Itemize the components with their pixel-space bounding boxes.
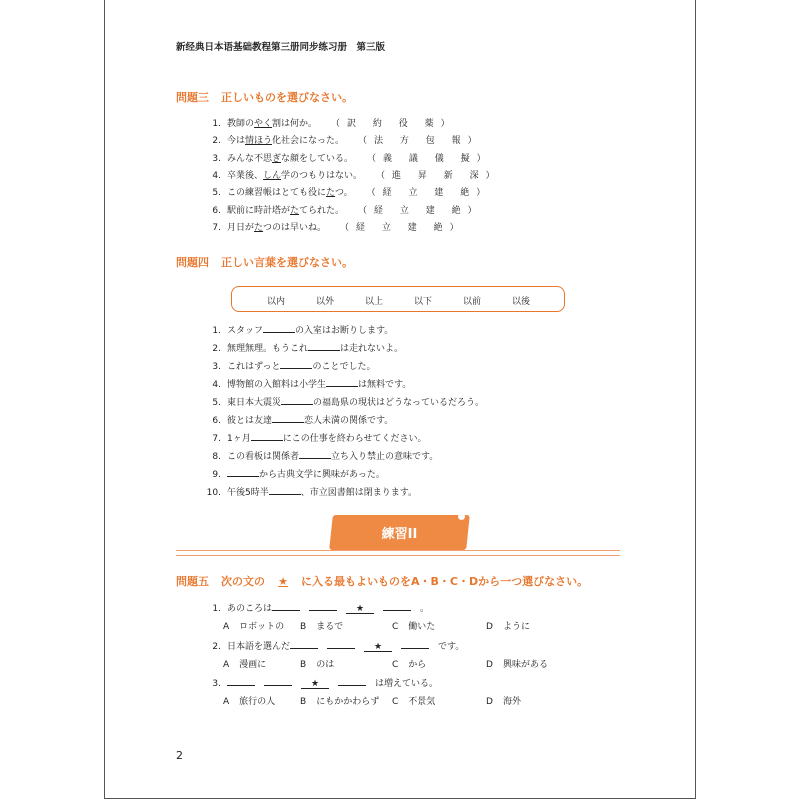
- section5-title: 問題五: [176, 575, 209, 588]
- item-number: 3.: [212, 153, 221, 164]
- answer-blank: [227, 467, 259, 477]
- item-text-post: 化社会になった。: [272, 136, 345, 147]
- section4-item: [201, 395, 484, 408]
- answer-blank: [251, 431, 283, 441]
- item-text-post: てられた。: [299, 205, 345, 216]
- section5-item: [201, 601, 429, 614]
- section4-item: [201, 485, 417, 498]
- item-number: 4.: [212, 170, 221, 181]
- word-bank-item: 以外: [316, 297, 335, 307]
- option-text: 海外: [502, 697, 521, 707]
- item-text-post: 。: [420, 604, 430, 614]
- answer-blank: [326, 377, 358, 387]
- answer-option: [486, 657, 548, 670]
- answer-option: [300, 657, 334, 670]
- answer-blank: [227, 676, 255, 686]
- answer-blank: [401, 639, 429, 649]
- item-text-pre: あのころは: [227, 604, 273, 614]
- section5-heading: [176, 573, 588, 589]
- item-number: 7.: [212, 222, 221, 233]
- answer-blank: [290, 639, 318, 649]
- item-text-pre: この練習帳はとても役に: [227, 188, 327, 199]
- item-choices: （義 議 儀 擬）: [367, 153, 493, 164]
- item-text-post: な顔をしている。: [281, 153, 354, 164]
- item-text-pre: この看板は関係者: [227, 452, 300, 462]
- item-text-pre: 卒業後、: [227, 170, 264, 181]
- option-text: 旅行の人: [239, 697, 276, 707]
- practice-banner-label: 練習II: [381, 527, 418, 542]
- item-number: 6.: [212, 205, 221, 216]
- item-text-pre: 彼とは友達: [227, 416, 273, 426]
- item-text-post: つ。: [335, 188, 353, 199]
- section3-item: [201, 151, 493, 164]
- item-number: 5.: [212, 398, 221, 408]
- star-icon: ★: [373, 641, 383, 652]
- answer-option: [223, 619, 284, 632]
- item-choices: （経 立 建 絶）: [340, 222, 466, 233]
- section3-item: [201, 203, 484, 216]
- answer-blank: [269, 485, 301, 495]
- item-choices: （法 方 包 報）: [358, 136, 484, 147]
- item-underlined: ぎ: [272, 153, 282, 164]
- item-text-pre: 日本語を選んだ: [227, 641, 291, 652]
- answer-blank: [308, 341, 340, 351]
- option-key: A: [223, 622, 230, 632]
- section5-instruction-post: に入る最もよいものをA・B・C・Dから一つ選びなさい。: [301, 575, 589, 588]
- item-number: 5.: [212, 188, 221, 199]
- item-choices: （訳 約 役 薬）: [331, 119, 457, 129]
- word-bank-item: 以内: [267, 297, 286, 307]
- answer-option: [392, 694, 435, 707]
- section4-item: [201, 431, 426, 444]
- item-text-post: は無料です。: [358, 380, 412, 390]
- item-text-pre: 教師の: [227, 119, 255, 129]
- item-text-post: の福島県の現状はどうなっているだろう。: [313, 398, 485, 408]
- item-number: 3.: [212, 679, 221, 689]
- option-key: D: [486, 622, 493, 632]
- answer-blank: [280, 359, 312, 369]
- item-number: 3.: [212, 362, 221, 372]
- item-text-post: から古典文学に興味があった。: [259, 470, 385, 480]
- option-key: B: [300, 659, 307, 670]
- item-text-post: つのは早いね。: [263, 222, 327, 233]
- answer-option: [300, 694, 379, 707]
- section3-item: [201, 133, 484, 146]
- item-text-pre: 月日が: [227, 222, 255, 233]
- item-number: 2.: [212, 344, 221, 354]
- item-underlined: しん: [263, 170, 282, 181]
- section3-item: [201, 116, 457, 129]
- item-text-post: 割は何か。: [272, 119, 318, 129]
- item-text-pre: 午後5時半: [227, 488, 269, 498]
- item-text-pre: みんな不思: [227, 153, 273, 164]
- answer-option: [486, 619, 530, 632]
- section5-item: [201, 676, 438, 689]
- option-text: 働いた: [408, 622, 436, 632]
- item-underlined: た: [254, 222, 264, 233]
- option-text: まるで: [316, 622, 344, 632]
- answer-blank: [272, 413, 304, 423]
- option-key: B: [300, 697, 307, 707]
- answer-option: [392, 657, 426, 670]
- option-text: から: [408, 659, 427, 670]
- item-choices: （経 立 建 絶）: [358, 205, 484, 216]
- item-number: 4.: [212, 380, 221, 390]
- word-bank-item: 以下: [414, 297, 433, 307]
- option-text: 漫画に: [239, 659, 267, 670]
- word-bank-item: 以上: [365, 297, 384, 307]
- section4-item: [201, 359, 375, 372]
- section4-item: [201, 323, 393, 336]
- section3-item: [201, 168, 502, 181]
- item-number: 2.: [212, 641, 221, 652]
- book-title-header: 新经典日本语基础教程第三册同步练习册 第三版: [176, 42, 386, 53]
- item-text-post: 立ち入り禁止の意味です。: [331, 452, 439, 462]
- word-bank-item: 以前: [463, 297, 482, 307]
- answer-blank: [364, 642, 392, 652]
- item-number: 10.: [206, 488, 221, 498]
- star-icon: ★: [355, 604, 365, 614]
- option-text: のは: [316, 659, 335, 670]
- banner-line-bottom: [176, 555, 620, 556]
- option-text: 興味がある: [502, 659, 548, 670]
- answer-option: [223, 657, 266, 670]
- item-number: 6.: [212, 416, 221, 426]
- item-underlined: た: [290, 205, 300, 216]
- answer-blank: [272, 601, 300, 611]
- item-number: 1.: [212, 119, 221, 129]
- item-text-pre: 1ヶ月: [227, 434, 251, 444]
- answer-option: [486, 694, 521, 707]
- banner-line-top: [176, 550, 620, 551]
- banner-tag-hole: [458, 513, 465, 520]
- answer-blank: [346, 604, 374, 614]
- item-underlined: やく: [254, 119, 273, 129]
- item-underlined: た: [326, 188, 336, 199]
- item-text-pre: 東日本大震災: [227, 398, 282, 408]
- section4-heading: [176, 254, 353, 270]
- answer-option: [223, 694, 275, 707]
- section4-item: [201, 467, 385, 480]
- item-text-post: です。: [438, 641, 465, 652]
- item-number: 7.: [212, 434, 221, 444]
- option-key: B: [300, 622, 307, 632]
- option-key: C: [392, 659, 399, 670]
- option-text: ように: [502, 622, 530, 632]
- item-text-pre: 博物館の入館料は小学生: [227, 380, 327, 390]
- option-key: D: [486, 697, 493, 707]
- answer-option: [300, 619, 343, 632]
- item-text-post: のことでした。: [312, 362, 376, 372]
- section4-item: [201, 341, 403, 354]
- item-number: 2.: [212, 136, 221, 147]
- section5-item: [201, 639, 464, 652]
- item-text-post: の入室はお断りします。: [295, 326, 394, 336]
- page-number: 2: [176, 749, 183, 762]
- item-text-post: 学のつもりはない。: [281, 170, 363, 181]
- item-text-post: 恋人未満の関係です。: [304, 416, 394, 426]
- item-text-pre: スタッフ: [227, 326, 264, 336]
- section3-title: 問題三: [176, 91, 209, 104]
- item-text-post: 、市立図書館は閉まります。: [300, 488, 418, 498]
- option-key: A: [223, 659, 230, 670]
- option-key: C: [392, 697, 399, 707]
- option-key: D: [486, 659, 493, 670]
- answer-blank: [327, 639, 355, 649]
- item-choices: （経 立 建 絶）: [366, 188, 493, 199]
- star-blank: [265, 575, 301, 588]
- section3-instruction: 正しいものを選びなさい。: [221, 91, 353, 104]
- star-icon: ★: [310, 679, 320, 689]
- option-text: にもかかわらず: [316, 697, 380, 707]
- section5-instruction-pre: 次の文の: [221, 575, 265, 588]
- answer-blank: [299, 449, 331, 459]
- section4-item: [201, 449, 438, 462]
- item-number: 1.: [212, 326, 221, 336]
- star-icon: ★: [278, 575, 288, 588]
- answer-blank: [281, 395, 313, 405]
- item-text-pre: 無理無理。もうこれ: [227, 344, 309, 354]
- section4-item: [201, 377, 411, 390]
- item-text-post: は増えている。: [375, 679, 439, 689]
- answer-blank: [263, 323, 295, 333]
- item-choices: （進 昇 新 深）: [376, 170, 502, 181]
- answer-blank: [338, 676, 366, 686]
- answer-option: [392, 619, 435, 632]
- answer-blank: [301, 679, 329, 689]
- item-text-post: にこの仕事を終わらせてください。: [282, 434, 427, 444]
- section4-item: [201, 413, 393, 426]
- option-text: 不景気: [408, 697, 436, 707]
- item-text-pre: これはずっと: [227, 362, 281, 372]
- item-text-pre: 今は: [227, 136, 246, 147]
- item-number: 9.: [212, 470, 221, 480]
- section4-instruction: 正しい言葉を選びなさい。: [221, 256, 353, 269]
- section3-item: [201, 220, 466, 233]
- option-text: ロボットの: [239, 622, 285, 632]
- word-bank-item: 以後: [512, 297, 531, 307]
- item-number: 1.: [212, 604, 221, 614]
- section4-title: 問題四: [176, 256, 209, 269]
- option-key: A: [223, 697, 230, 707]
- item-text-pre: 駅前に時計塔が: [227, 205, 291, 216]
- answer-blank: [264, 676, 292, 686]
- option-key: C: [392, 622, 399, 632]
- answer-blank: [309, 601, 337, 611]
- section3-item: [201, 185, 492, 198]
- section3-heading: [176, 89, 353, 105]
- answer-blank: [383, 601, 411, 611]
- item-number: 8.: [212, 452, 221, 462]
- item-text-post: は走れないよ。: [340, 344, 404, 354]
- item-underlined: 情ほう: [245, 136, 273, 147]
